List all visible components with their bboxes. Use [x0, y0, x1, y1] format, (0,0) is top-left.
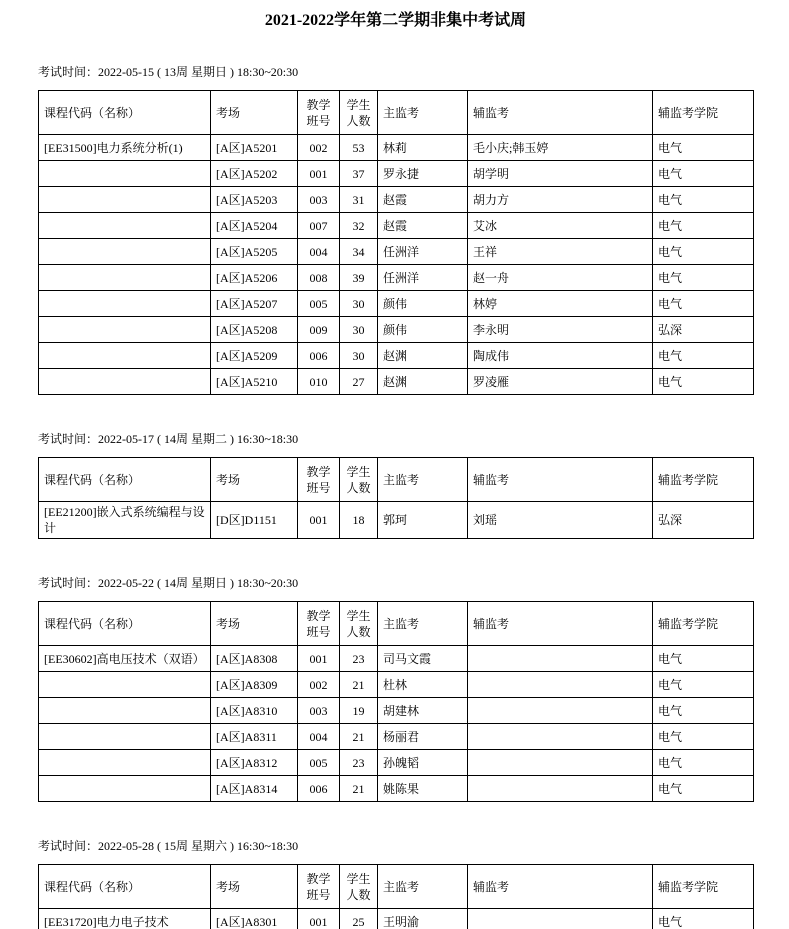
column-header: 主监考 — [378, 865, 468, 909]
assistant-college-cell: 电气 — [653, 750, 754, 776]
room-cell: [A区]A5209 — [211, 343, 298, 369]
exam-table — [38, 601, 754, 802]
chief-invigilator-cell: 杜林 — [378, 672, 468, 698]
exam-time-label: 考试时间：2022-05-15 ( 13周 星期日 ) 18:30~20:30 — [38, 65, 299, 79]
class-no-cell: 005 — [298, 291, 340, 317]
assistant-invigilator-cell: 毛小庆;韩玉婷 — [468, 135, 653, 161]
table-row — [39, 776, 754, 802]
room-cell: [A区]A5207 — [211, 291, 298, 317]
assistant-college-cell: 电气 — [653, 187, 754, 213]
class-no-cell: 003 — [298, 698, 340, 724]
column-header: 辅监考学院 — [653, 865, 754, 909]
column-header: 教学班号 — [298, 865, 340, 909]
chief-invigilator-cell: 林莉 — [378, 135, 468, 161]
column-header: 辅监考学院 — [653, 458, 754, 502]
chief-invigilator-cell: 罗永捷 — [378, 161, 468, 187]
assistant-college-cell: 电气 — [653, 213, 754, 239]
exam-section — [38, 575, 789, 802]
column-header: 学生人数 — [340, 91, 378, 135]
course-cell: [EE21200]嵌入式系统编程与设计 — [39, 502, 211, 539]
student-count-cell: 23 — [340, 750, 378, 776]
header-row — [39, 458, 754, 502]
assistant-invigilator-cell: 罗凌雁 — [468, 369, 653, 395]
course-cell — [39, 698, 211, 724]
assistant-invigilator-cell: 王祥 — [468, 239, 653, 265]
room-cell: [A区]A5204 — [211, 213, 298, 239]
table-row — [39, 135, 754, 161]
column-header: 课程代码（名称） — [39, 602, 211, 646]
course-cell — [39, 265, 211, 291]
exam-sections-container — [38, 64, 789, 929]
class-no-cell: 002 — [298, 672, 340, 698]
room-cell: [A区]A8314 — [211, 776, 298, 802]
assistant-invigilator-cell — [468, 909, 653, 929]
table-row — [39, 291, 754, 317]
course-cell — [39, 239, 211, 265]
assistant-invigilator-cell — [468, 672, 653, 698]
exam-time-label: 考试时间：2022-05-17 ( 14周 星期二 ) 16:30~18:30 — [38, 432, 299, 446]
class-no-cell: 004 — [298, 239, 340, 265]
assistant-invigilator-cell: 刘瑶 — [468, 502, 653, 539]
class-no-cell: 008 — [298, 265, 340, 291]
assistant-invigilator-cell: 赵一舟 — [468, 265, 653, 291]
table-row — [39, 161, 754, 187]
column-header: 主监考 — [378, 91, 468, 135]
assistant-invigilator-cell — [468, 776, 653, 802]
chief-invigilator-cell: 司马文霞 — [378, 646, 468, 672]
room-cell: [A区]A5208 — [211, 317, 298, 343]
student-count-cell: 34 — [340, 239, 378, 265]
student-count-cell: 27 — [340, 369, 378, 395]
room-cell: [A区]A5202 — [211, 161, 298, 187]
room-cell: [A区]A5203 — [211, 187, 298, 213]
column-header: 教学班号 — [298, 602, 340, 646]
header-row — [39, 91, 754, 135]
column-header: 教学班号 — [298, 458, 340, 502]
column-header: 辅监考 — [468, 458, 653, 502]
student-count-cell: 37 — [340, 161, 378, 187]
student-count-cell: 21 — [340, 672, 378, 698]
assistant-invigilator-cell — [468, 646, 653, 672]
course-cell — [39, 161, 211, 187]
assistant-invigilator-cell: 李永明 — [468, 317, 653, 343]
column-header: 辅监考 — [468, 602, 653, 646]
column-header: 课程代码（名称） — [39, 458, 211, 502]
chief-invigilator-cell: 王明渝 — [378, 909, 468, 929]
column-header: 辅监考学院 — [653, 602, 754, 646]
course-cell — [39, 724, 211, 750]
room-cell: [A区]A5205 — [211, 239, 298, 265]
column-header: 课程代码（名称） — [39, 865, 211, 909]
table-row — [39, 909, 754, 929]
course-cell — [39, 672, 211, 698]
student-count-cell: 21 — [340, 724, 378, 750]
column-header: 课程代码（名称） — [39, 91, 211, 135]
course-cell: [EE30602]高电压技术（双语） — [39, 646, 211, 672]
column-header: 考场 — [211, 865, 298, 909]
student-count-cell: 32 — [340, 213, 378, 239]
exam-time-label: 考试时间：2022-05-22 ( 14周 星期日 ) 18:30~20:30 — [38, 576, 299, 590]
assistant-college-cell: 电气 — [653, 239, 754, 265]
room-cell: [A区]A8308 — [211, 646, 298, 672]
student-count-cell: 30 — [340, 291, 378, 317]
course-cell — [39, 317, 211, 343]
exam-table — [38, 457, 754, 539]
assistant-college-cell: 电气 — [653, 265, 754, 291]
assistant-invigilator-cell: 艾冰 — [468, 213, 653, 239]
room-cell: [A区]A8312 — [211, 750, 298, 776]
table-row — [39, 213, 754, 239]
chief-invigilator-cell: 任洲洋 — [378, 265, 468, 291]
assistant-college-cell: 电气 — [653, 909, 754, 929]
column-header: 辅监考 — [468, 91, 653, 135]
assistant-invigilator-cell — [468, 698, 653, 724]
exam-section — [38, 431, 789, 539]
table-row — [39, 724, 754, 750]
table-row — [39, 343, 754, 369]
assistant-college-cell: 电气 — [653, 343, 754, 369]
course-cell — [39, 213, 211, 239]
exam-section — [38, 64, 789, 395]
room-cell: [A区]A5210 — [211, 369, 298, 395]
student-count-cell: 25 — [340, 909, 378, 929]
chief-invigilator-cell: 赵渊 — [378, 369, 468, 395]
table-row — [39, 750, 754, 776]
course-cell — [39, 369, 211, 395]
student-count-cell: 21 — [340, 776, 378, 802]
chief-invigilator-cell: 赵霞 — [378, 187, 468, 213]
student-count-cell: 30 — [340, 317, 378, 343]
assistant-college-cell: 电气 — [653, 161, 754, 187]
class-no-cell: 001 — [298, 161, 340, 187]
chief-invigilator-cell: 赵渊 — [378, 343, 468, 369]
page-title: 2021-2022学年第二学期非集中考试周 — [264, 12, 527, 29]
assistant-invigilator-cell: 胡学明 — [468, 161, 653, 187]
exam-table — [38, 90, 754, 395]
class-no-cell: 007 — [298, 213, 340, 239]
assistant-invigilator-cell — [468, 724, 653, 750]
assistant-invigilator-cell: 林婷 — [468, 291, 653, 317]
table-row — [39, 239, 754, 265]
course-cell: [EE31500]电力系统分析(1) — [39, 135, 211, 161]
column-header: 考场 — [211, 602, 298, 646]
course-cell — [39, 750, 211, 776]
room-cell: [A区]A5206 — [211, 265, 298, 291]
column-header: 考场 — [211, 458, 298, 502]
assistant-college-cell: 电气 — [653, 698, 754, 724]
class-no-cell: 002 — [298, 135, 340, 161]
assistant-college-cell: 电气 — [653, 291, 754, 317]
class-no-cell: 001 — [298, 502, 340, 539]
course-cell — [39, 291, 211, 317]
column-header: 教学班号 — [298, 91, 340, 135]
exam-time-label: 考试时间：2022-05-28 ( 15周 星期六 ) 16:30~18:30 — [38, 839, 299, 853]
chief-invigilator-cell: 郭珂 — [378, 502, 468, 539]
assistant-college-cell: 电气 — [653, 672, 754, 698]
class-no-cell: 006 — [298, 776, 340, 802]
column-header: 主监考 — [378, 458, 468, 502]
column-header: 辅监考 — [468, 865, 653, 909]
course-cell — [39, 776, 211, 802]
class-no-cell: 010 — [298, 369, 340, 395]
room-cell: [A区]A8311 — [211, 724, 298, 750]
column-header: 学生人数 — [340, 458, 378, 502]
table-row — [39, 317, 754, 343]
assistant-college-cell: 电气 — [653, 724, 754, 750]
class-no-cell: 009 — [298, 317, 340, 343]
assistant-college-cell: 电气 — [653, 646, 754, 672]
table-row — [39, 698, 754, 724]
class-no-cell: 006 — [298, 343, 340, 369]
column-header: 学生人数 — [340, 865, 378, 909]
table-row — [39, 265, 754, 291]
chief-invigilator-cell: 姚陈果 — [378, 776, 468, 802]
assistant-college-cell: 电气 — [653, 369, 754, 395]
exam-section — [38, 838, 789, 929]
chief-invigilator-cell: 颜伟 — [378, 291, 468, 317]
chief-invigilator-cell: 胡建林 — [378, 698, 468, 724]
student-count-cell: 53 — [340, 135, 378, 161]
assistant-invigilator-cell: 胡力方 — [468, 187, 653, 213]
column-header: 主监考 — [378, 602, 468, 646]
assistant-invigilator-cell — [468, 750, 653, 776]
class-no-cell: 001 — [298, 909, 340, 929]
room-cell: [A区]A8310 — [211, 698, 298, 724]
room-cell: [D区]D1151 — [211, 502, 298, 539]
room-cell: [A区]A8309 — [211, 672, 298, 698]
chief-invigilator-cell: 孙魄韬 — [378, 750, 468, 776]
student-count-cell: 23 — [340, 646, 378, 672]
chief-invigilator-cell: 赵霞 — [378, 213, 468, 239]
exam-table — [38, 864, 754, 929]
header-row — [39, 865, 754, 909]
course-cell: [EE31720]电力电子技术 — [39, 909, 211, 929]
assistant-college-cell: 弘深 — [653, 317, 754, 343]
class-no-cell: 005 — [298, 750, 340, 776]
class-no-cell: 004 — [298, 724, 340, 750]
course-cell — [39, 343, 211, 369]
assistant-college-cell: 电气 — [653, 776, 754, 802]
student-count-cell: 31 — [340, 187, 378, 213]
column-header: 考场 — [211, 91, 298, 135]
table-row — [39, 502, 754, 539]
chief-invigilator-cell: 任洲洋 — [378, 239, 468, 265]
table-row — [39, 672, 754, 698]
assistant-invigilator-cell: 陶成伟 — [468, 343, 653, 369]
student-count-cell: 30 — [340, 343, 378, 369]
room-cell: [A区]A5201 — [211, 135, 298, 161]
student-count-cell: 39 — [340, 265, 378, 291]
class-no-cell: 001 — [298, 646, 340, 672]
student-count-cell: 18 — [340, 502, 378, 539]
chief-invigilator-cell: 杨丽君 — [378, 724, 468, 750]
header-row — [39, 602, 754, 646]
course-cell — [39, 187, 211, 213]
assistant-college-cell: 弘深 — [653, 502, 754, 539]
class-no-cell: 003 — [298, 187, 340, 213]
chief-invigilator-cell: 颜伟 — [378, 317, 468, 343]
student-count-cell: 19 — [340, 698, 378, 724]
room-cell: [A区]A8301 — [211, 909, 298, 929]
table-row — [39, 646, 754, 672]
table-row — [39, 369, 754, 395]
column-header: 学生人数 — [340, 602, 378, 646]
column-header: 辅监考学院 — [653, 91, 754, 135]
assistant-college-cell: 电气 — [653, 135, 754, 161]
table-row — [39, 187, 754, 213]
